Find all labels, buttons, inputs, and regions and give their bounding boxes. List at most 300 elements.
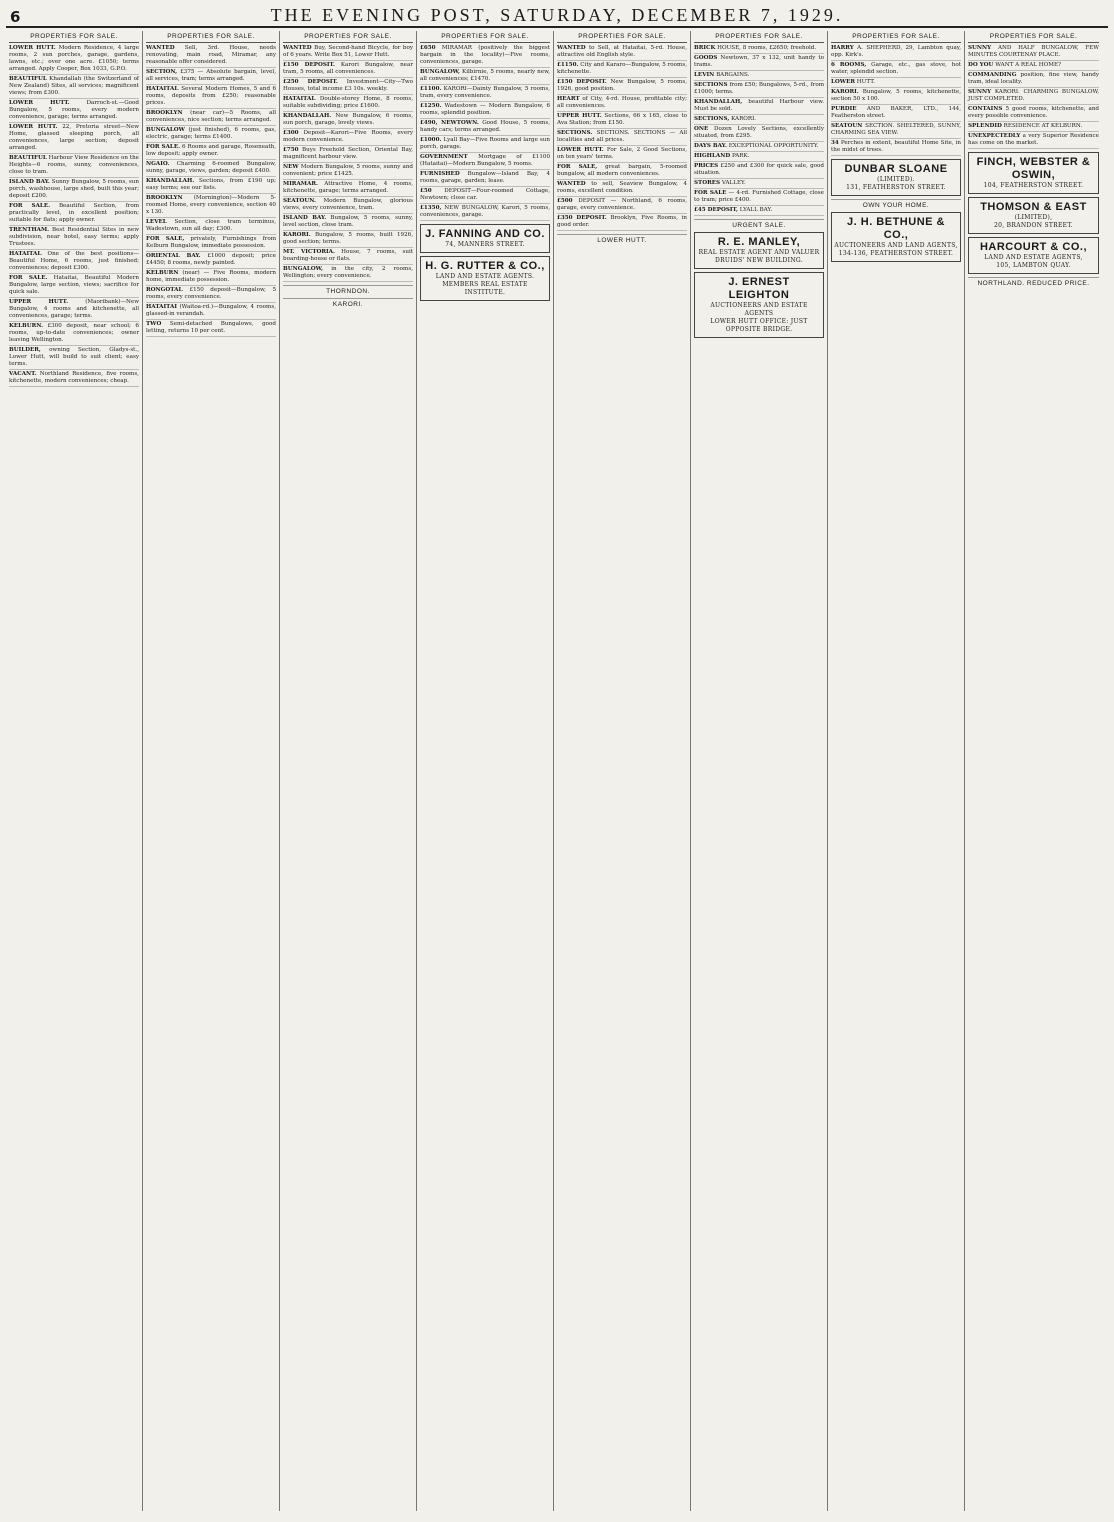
ad-text: KARORI. CHARMING BUNGALOW, JUST COMPLETED. [968,89,1099,102]
ad-lead: BUNGALOW, [283,266,323,272]
classified-ad [283,198,413,214]
ad-text: Newtown, 37 x 132, unit handy to trams. [694,55,825,68]
classified-ad [694,153,824,162]
ad-text: PARK. [731,153,750,159]
ad-text: LYALL BAY. [739,207,773,213]
agent-name: FINCH, WEBSTER & OSWIN, [976,156,1091,181]
column-5 [554,31,691,1511]
section-label-own-home: OWN YOUR HOME. [831,199,961,209]
ad-text: beautiful Harbour view. Must be sold. [694,99,824,112]
ad-lead: HATAITAI. [146,86,179,92]
classified-ad [420,45,550,68]
classified-ad [557,130,687,146]
ad-lead: BEAUTIFUL [9,155,47,161]
agent-display-dunbar [831,159,961,196]
ad-text: Karori Bungalow, near tram, 5 rooms, all conveniences. [283,62,413,75]
ad-text: of City, 4-rd. House, profitable city; all conveniences. [557,96,687,109]
ad-lead: SEATOUN. [283,198,316,204]
classified-ad [557,215,687,231]
ad-lead: 34 [831,140,839,146]
ad-lead: FOR SALE, [557,164,598,170]
classified-ad [9,155,139,178]
ad-lead: WANTED [557,181,586,187]
ad-lead: SPLENDID [968,123,1002,129]
ad-lead: DO YOU [968,62,994,68]
classified-ad [9,371,139,387]
ad-text: a very Superior Residence has come on the market. [968,133,1099,146]
ad-lead: KHANDALLAH. [146,178,195,184]
classified-ad [694,99,824,115]
ad-text: New Bungalow, 5 rooms, 1926, good position. [557,79,687,92]
ad-lead: £1350, [420,205,442,211]
classified-ad [420,120,550,136]
classified-ad [146,321,276,337]
classified-ad [420,137,550,153]
column-4 [417,31,554,1511]
classified-ad [420,86,550,102]
column-heading: PROPERTIES FOR SALE. [831,31,961,43]
ad-text: Mortgage of £1100 (Hataitai)—Modern Bungalow, 5 rooms. [420,154,550,167]
classified-ad [694,180,824,189]
classified-ad [146,287,276,303]
classified-ad [283,147,413,163]
newspaper-title: THE EVENING POST, SATURDAY, DECEMBER 7, 1929. [270,5,844,25]
masthead [6,0,1108,28]
ad-lead: £1150. [557,62,579,68]
ad-lead: UPPER HUTT. [557,113,602,119]
ad-text: Double-storey Home, 8 rooms, suitable subdividing; price £1600. [283,96,413,109]
classified-ad [9,323,139,346]
ad-text: position, fine view, handy tram, ideal locality. [968,72,1099,85]
ad-text: great bargain, 5-roomed bungalow, all modern conveniences. [557,164,687,177]
ad-text: Best Residential Sites in new subdivision, near hotel, easy terms; apply Trustees. [9,227,139,247]
ad-text: 6 Rooms and garage, Roseneath, low deposit; apply owner. [146,144,277,157]
ad-text: AND BAKER, LTD., 144, Featherston street. [831,106,961,119]
ad-text: NEW BUNGALOW, Karori, 5 rooms, conveniences, garage. [420,205,550,218]
classified-ad [694,163,824,179]
ad-lead: BROOKLYN [146,195,183,201]
ad-lead: LOWER HUTT. [9,124,58,130]
ad-lead: £150 DEPOSIT. [283,62,335,68]
classified-ad [694,82,824,98]
agent-display-rutter [420,256,550,301]
ad-lead: £490, NEWTOWN. [420,120,479,126]
classified-ad [146,219,276,235]
ad-lead: WANTED [146,45,175,51]
ad-text: in the city, 2 rooms, Wellington; every convenience. [283,266,413,279]
ad-lead: SECTIONS [694,82,728,88]
ad-text: Hataitai, Beautiful Modern Bungalow, large section, views; sacrifice for quick sale. [9,275,139,295]
ad-text: House, 7 rooms, suit boarding-house or flats. [283,249,413,262]
column-heading: PROPERTIES FOR SALE. [283,31,413,43]
ad-lead: LOWER HUTT. [557,147,604,153]
classified-ad [9,347,139,370]
ad-lead: WANTED [557,45,586,51]
classified-ad [420,103,550,119]
classified-ad [831,62,961,78]
ad-text: £375 — Absolute bargain, level, all services, tram; terms arranged. [146,69,277,82]
ad-lead: KARORI. [283,232,311,238]
ad-text: Khandallah (the Switzerland of New Zealand) Sites, all services; magnificent views; from £300. [9,76,140,96]
ad-lead: ORIENTAL BAY. [146,253,201,259]
ad-text: One of the best positions—Beautiful Home, 6 rooms, just finished; conveniences; deposit £300. [9,251,139,271]
classified-ad [283,232,413,248]
agent-name: H. G. RUTTER & CO., [425,260,545,272]
classified-ad [146,178,276,194]
ad-lead: PRICES [694,163,719,169]
ad-lead: COMMANDING [968,72,1017,78]
ad-text: Sell, 3rd. House, needs renovating, main road, Miramar, any reasonable offer considered. [146,45,276,65]
classified-ad [557,181,687,197]
agent-name: DUNBAR SLOANE [844,163,948,175]
classified-ad [968,45,1099,61]
classified-ad [557,79,687,95]
ad-lead: HATAITAI. [9,251,42,257]
ad-lead: LOWER HUTT. [9,100,70,106]
ad-lead: MT. VICTORIA. [283,249,335,255]
ad-lead: £500 [557,198,573,204]
ad-lead: 6 ROOMS, [831,62,867,68]
classified-ad [420,171,550,187]
agent-tagline: LAND AND ESTATE AGENTS, [984,254,1083,261]
column-heading: PROPERTIES FOR SALE. [968,31,1099,43]
ad-text: Garage, etc., gas stove, hot water, splendid section. [831,62,961,75]
ad-text: Sections, from £190 up; easy terms; see our lists. [146,178,276,191]
ad-lead: LEVEL [146,219,167,225]
agent-display-leighton [694,272,824,338]
agent-tagline: AUCTIONEERS AND ESTATE AGENTS [710,302,808,317]
classified-ad [283,164,413,180]
ad-text: Dozen Lovely Sections, excellently situated, from £295. [694,126,825,139]
ad-text: £1000 deposit; price £4450; 8 rooms, newly painted. [146,253,276,266]
ad-lead: BRICK [694,45,716,51]
ad-lead: WANTED [283,45,312,51]
classified-ad [9,275,139,298]
classified-ad [283,215,413,231]
classified-ad [9,203,139,226]
classified-ad [831,79,961,88]
ad-text: VALLEY. [721,180,746,186]
ad-text: RESIDENCE AT KELBURN. [1003,123,1083,129]
classified-ad [9,45,139,75]
classified-ad [831,45,961,61]
ad-text: 5 good rooms, kitchenette, and every possible convenience. [968,106,1099,119]
classified-ad [557,164,687,180]
ad-text: New Bungalow, 6 rooms, sun porch, garage, lovely views. [283,113,413,126]
ad-lead: £350 DEPOSIT. [557,215,607,221]
classified-ad [968,89,1099,105]
classified-ad [146,236,276,252]
ad-text: £250 and £300 for quick sale, good situation. [694,163,824,176]
ad-lead: HIGHLAND [694,153,731,159]
ad-text: KARORI—Dainty Bungalow, 5 rooms, tram, every convenience. [420,86,550,99]
classified-ad [9,227,139,250]
ad-lead: MIRAMAR. [283,181,318,187]
ad-lead: £300 [283,130,299,136]
ad-lead: FOR SALE [694,190,727,196]
ad-text: — 4-rd. Furnished Cottage, close to tram; price £400. [694,190,824,203]
column-7 [828,31,965,1511]
agent-tagline: (LIMITED). [877,176,915,183]
agent-display-manley [694,232,824,269]
classified-ad [831,123,961,139]
ad-text: Wadestown — Modern Bungalow, 6 rooms, splendid position. [420,103,551,116]
ad-text: Beautiful Section, from practically level, in excellent position; suitable for flats; apply owner. [9,203,140,223]
ad-lead: £750 [283,147,299,153]
ad-lead: STORES [694,180,721,186]
ad-lead: DAYS BAY. [694,143,727,149]
column-2 [143,31,280,1511]
agent-tagline: REAL ESTATE AGENT AND VALUER [698,249,820,256]
ad-lead: £1000. [420,137,442,143]
ad-text: Attractive Home, 4 rooms, kitchenette, garage; terms arranged. [283,181,413,194]
classified-ad [694,143,824,152]
classified-columns [6,31,1108,1511]
ad-lead: SEATOUN [831,123,863,129]
ad-lead: KELBURN [146,270,179,276]
ad-text: SECTIONS. SECTIONS — All localities and all prices. [557,130,687,143]
ad-text: EXCEPTIONAL OPPORTUNITY. [728,143,819,149]
ad-lead: LOWER HUTT. [9,45,56,51]
classified-ad [557,113,687,129]
agent-name: THOMSON & EAST [980,201,1087,213]
agent-display-bethune [831,212,961,262]
ad-lead: TRENTHAM. [9,227,50,233]
ad-text: AND HALF BUNGALOW, FEW MINUTES COURTENAY PLACE. [968,45,1100,58]
classified-ad [283,113,413,129]
ad-text: from £50; Bungalows, 5-rd., from £1000; terms. [694,82,825,95]
ad-text: Section, close tram terminus, Wadestown, sun all day; £300. [146,219,276,232]
section-label-urgent: URGENT SALE. [694,219,824,229]
ad-text: Harbour View Residence on the Heights—6 rooms, sunny, conveniences, close to tram. [9,155,139,175]
column-1 [6,31,143,1511]
classified-ad [694,190,824,206]
classified-ad [9,299,139,322]
ad-text: City and Kararo—Bungalow, 5 rooms, kitchenette. [557,62,687,75]
section-label-northland: NORTHLAND. REDUCED PRICE. [968,277,1099,287]
classified-ad [146,161,276,177]
ad-lead: HARRY [831,45,854,51]
agent-display-finch [968,152,1099,194]
ad-lead: SECTIONS, [694,116,730,122]
ad-text: (near car)—5 Rooms, all conveniences, nice section; terms arranged. [146,110,276,123]
classified-ad [283,45,413,61]
ad-text: Bungalow, 5 rooms, kitchenette, section 50 x 100. [831,89,962,102]
classified-ad [968,106,1099,122]
classified-ad [146,144,276,160]
ad-text: Bungalow—Island Bay, 4 rooms, garage, garden; lease. [420,171,551,184]
ad-lead: £650 [420,45,436,51]
ad-lead: LEVIN [694,72,715,78]
agent-address: DRUIDS' NEW BUILDING. [715,257,803,264]
classified-ad [557,45,687,61]
classified-ad [146,127,276,143]
agent-name: J. H. BETHUNE & CO., [847,216,945,241]
ad-lead: BROOKLYN [146,110,183,116]
classified-ad [694,116,824,125]
ad-lead: PURDIE [831,106,857,112]
agent-name: J. ERNEST LEIGHTON [728,276,790,301]
ad-lead: SECTIONS. [557,130,593,136]
classified-ad [968,133,1099,149]
ad-text: privately, Furnishings from Kelburn Bungalow, immediate possession. [146,236,277,249]
ad-lead: ISLAND BAY. [9,179,50,185]
ad-text: DEPOSIT — Northland, 6 rooms, garage, every convenience. [557,198,687,211]
classified-ad [694,55,824,71]
classified-ad [968,72,1099,88]
classified-ad [283,249,413,265]
agent-display-fanning [420,224,550,253]
agent-display-harcourt [968,237,1099,274]
ad-text: Good House, 5 rooms, handy cars; terms arranged. [420,120,550,133]
ad-lead: £50 [420,188,432,194]
ad-text: A. SHEPHERD, 29, Lambton quay, opp. Kirk's. [831,45,961,58]
agent-address: 104, FEATHERSTON STREET. [983,182,1084,189]
classified-ad [146,253,276,269]
ad-lead: BEAUTIFUL [9,76,47,82]
ad-lead: £150 DEPOSIT. [557,79,607,85]
classified-ad [557,147,687,163]
classified-ad [283,79,413,95]
classified-ad [283,96,413,112]
ad-lead: SUNNY [968,45,992,51]
classified-ad [831,106,961,122]
ad-text: (Waitoa-rd.)—Bungalow, 4 rooms, glassed-in verandah. [146,304,276,317]
agent-address: 74, MANNERS STREET. [445,241,525,248]
column-6 [691,31,828,1511]
ad-lead: NEW [283,164,299,170]
ad-text: Sections, 66 x 165, close to Ava Station; from £150. [557,113,687,126]
ad-text: Perches in extent, beautiful Home Site, in the midst of trees. [831,140,961,153]
classified-ad [694,126,824,142]
ad-text: Brooklyn, Five Rooms, in good order. [557,215,687,228]
classified-ad [968,62,1099,71]
ad-lead: £1250. [420,103,442,109]
ad-lead: GOODS [694,55,718,61]
ad-lead: KARORI. [831,89,859,95]
ad-text: Charming 6-roomed Bungalow, sunny, garage, views, garden; deposit £400. [146,161,277,174]
ad-lead: ONE [694,126,709,132]
column-heading: PROPERTIES FOR SALE. [9,31,139,43]
classified-ad [283,62,413,78]
classified-ad [9,251,139,274]
ad-lead: UPPER HUTT. [9,299,69,305]
ad-text: to Sell, at Hataitai, 5-rd. House, attractive old English style. [557,45,687,58]
ad-text: £300 deposit, near school; 6 rooms, up-to-date conveniences; owner leaving Wellington. [9,323,139,343]
ad-lead: KHANDALLAH, [694,99,743,105]
classified-ad [831,89,961,105]
section-label-lower-hutt: LOWER HUTT. [557,234,687,244]
ad-lead: FOR SALE. [146,144,181,150]
ad-text: Buys Freehold Section, Oriental Bay, magnificent harbour view. [283,147,413,160]
ad-lead: KHANDALLAH. [283,113,332,119]
column-heading: PROPERTIES FOR SALE. [146,31,276,43]
ad-text: Darroch-st.—Good Bungalow, 5 rooms, every modern convenience, garage; terms arranged. [9,100,139,120]
ad-text: Modern Bungalow, 5 rooms, sunny and convenient; price £1425. [283,164,413,177]
section-label-karori: KARORI. [283,298,413,308]
agent-address: MEMBERS REAL ESTATE INSTITUTE. [442,281,528,296]
page-number: 6 [10,8,21,26]
column-heading: PROPERTIES FOR SALE. [420,31,550,43]
classified-ad [9,100,139,123]
ad-lead: VACANT. [9,371,37,377]
classified-ad [420,69,550,85]
agent-address: 131, FEATHERSTON STREET. [846,184,946,191]
classified-ad [146,86,276,109]
ad-text: Several Modern Homes, 5 and 6 rooms, deposits from £250; reasonable prices. [146,86,277,106]
ad-text: HUTT. [856,79,875,85]
ad-lead: BUNGALOW [146,127,185,133]
classified-ad [283,181,413,197]
agent-address: 134-136, FEATHERSTON STREET. [838,250,954,257]
ad-text: MIRAMAR (positively the biggest bargain in the locality)—Five rooms, conveniences, garage. [420,45,551,65]
ad-text: DEPOSIT—Four-roomed Cottage, Newtown; close car. [420,188,550,201]
classified-ad [831,140,961,156]
ad-lead: BUILDER, [9,347,41,353]
ad-lead: KELBURN. [9,323,44,329]
classified-ad [420,154,550,170]
column-heading: PROPERTIES FOR SALE. [694,31,824,43]
ad-lead: NGAIO. [146,161,170,167]
ad-lead: FOR SALE. [9,275,48,281]
ad-text: (near) — Five Rooms, modern home, immediate possession. [146,270,277,283]
classified-ad [146,110,276,126]
ad-text: (Mornington)—Modern 5-roomed Home, every convenience, section 40 x 130. [146,195,276,215]
classified-ad [146,69,276,85]
ad-text: 22, Pretoria street—New Home, glassed sleeping porch, all conveniences, large section; deposit arranged. [9,124,139,151]
agent-display-thomson [968,197,1099,234]
ad-text: WANT A REAL HOME? [995,62,1062,68]
agent-address: 20, BRANDON STREET. [994,222,1073,229]
classified-ad [557,62,687,78]
classified-ad [9,76,139,99]
agent-name: J. FANNING AND CO. [425,228,545,240]
classified-ad [694,45,824,54]
column-8 [965,31,1102,1511]
ad-lead: UNEXPECTEDLY [968,133,1021,139]
classified-ad [557,198,687,214]
ad-text: SECTION. SHELTERED, SUNNY, CHARMING SEA VIEW. [831,123,961,136]
classified-ad [694,72,824,81]
ad-lead: GOVERNMENT [420,154,468,160]
ad-text: owning Section, Gladys-st., Lower Hutt, will build to suit client; easy terms. [9,347,139,367]
ad-lead: £45 DEPOSIT, [694,207,738,213]
ad-lead: FURNISHED [420,171,460,177]
agent-address: 105, LAMBTON QUAY. [996,262,1071,269]
ad-lead: LOWER [831,79,856,85]
ad-text: Modern Residence, 4 large rooms, 2 sun porches, garage, gardens, lawns, etc.; over one acre. £1050; terms arranged. Apply Cooper, Box 1033, G.P.O. [9,45,139,72]
agent-name: HARCOURT & CO., [979,241,1088,253]
ad-lead: £1100. [420,86,442,92]
ad-lead: BUNGALOW, [420,69,460,75]
ad-text: Northland Residence, five rooms, kitchenette, modern conveniences; cheap. [9,371,140,384]
ad-lead: TWO [146,321,162,327]
classified-ad [146,195,276,218]
ad-lead: ISLAND BAY. [283,215,327,221]
ad-lead: HATAITAI [146,304,177,310]
ad-text: BARGAINS. [716,72,750,78]
ad-text: Bungalow, 5 rooms, built 1926, good section; terms. [283,232,413,245]
ad-text: to sell, Seaview Bungalow, 4 rooms, excellent condition. [557,181,687,194]
classified-ad [9,179,139,202]
agent-tagline: LAND AND ESTATE AGENTS. [435,273,535,280]
classified-ad [146,304,276,320]
classified-ad [694,207,824,216]
ad-text: For Sale, 2 Good Sections, on ten years' terms. [557,147,687,160]
agent-name: R. E. MANLEY, [717,236,801,248]
ad-lead: HEART [557,96,580,102]
ad-text: Investment—City—Two Houses, total income £3 10s. weekly. [283,79,413,92]
